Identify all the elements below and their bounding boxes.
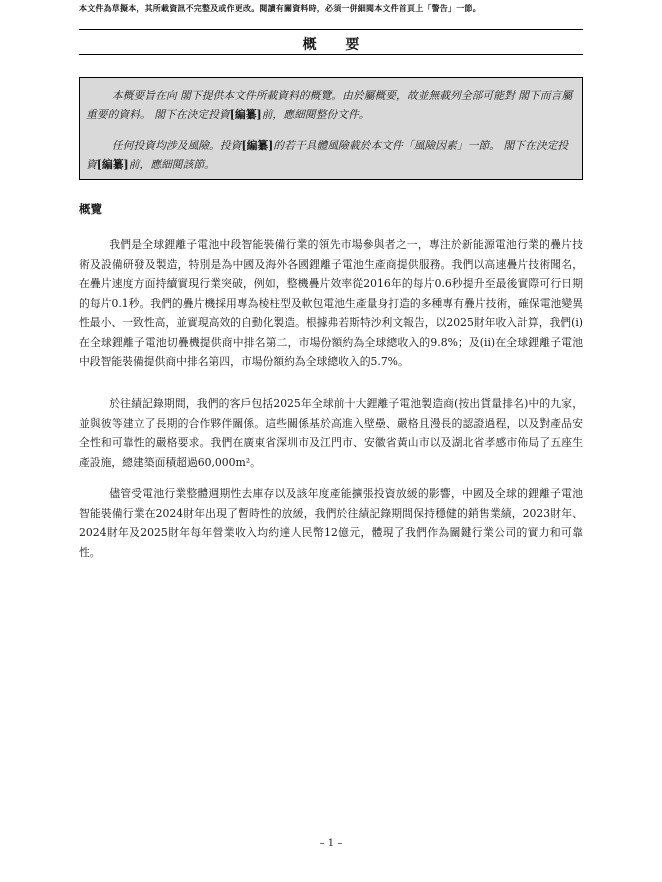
header-rule-top — [79, 29, 583, 30]
notice-p2-tail: 前，應細閱該節。 — [128, 158, 215, 171]
notice-paragraph-1 — [86, 86, 576, 124]
redacted-tag: [編纂] — [96, 158, 129, 171]
overview-paragraph — [79, 484, 583, 562]
notice-paragraph-2 — [86, 136, 576, 174]
paragraph-text: 於往績記錄期間，我們的客戶包括2025年全球前十大鋰離子電池製造商(按出貨量排名)中的九家，並與彼等建立了長期的合作夥伴關係。這些關係基於高進入壁壘、嚴格且漫長的認證過程，以及對產品安全性和可靠性的嚴格要求。我們在廣東省深圳市及江門市、安徽省黃山市以及湖北省孝感市佈局了五座生產設施，總建築面積超過60,000m²。 — [79, 397, 583, 469]
title-rule-bottom — [79, 54, 583, 55]
redacted-tag: [編纂] — [241, 139, 274, 152]
notice-p1-text: 本概要旨在向 閣下提供本文件所載資料的概覽。由於屬概要，故並無載列全部可能對 閣下而言屬重要的資料。 閣下在決定投資 — [86, 89, 573, 121]
overview-paragraph — [79, 394, 583, 472]
notice-p2-middle: 的若干具體風險載於本文件「風險因素」一節。 閣下在決定投資 — [86, 139, 569, 171]
draft-warning-header: 本文件為草擬本，其所載資訊不完整及或作更改。閱讀有關資料時，必須一併細閱本文件首頁上「警告」一節。 — [79, 3, 481, 13]
redacted-tag: [編纂] — [229, 108, 262, 121]
page-title: 概 要 — [302, 37, 372, 53]
notice-p1-tail: 前，應細閱整份文件。 — [261, 108, 370, 121]
page-number: – 1 – — [319, 838, 343, 849]
overview-paragraph — [79, 235, 583, 372]
overview-heading: 概覽 — [79, 202, 102, 216]
paragraph-text: 我們是全球鋰離子電池中段智能裝備行業的領先市場參與者之一，專注於新能源電池行業的疊片技術及設備研發及製造，特別是為中國及海外各國鋰離子電池生產商提供服務。我們以高速疊片技術聞名，在疊片速度方面持續實現行業突破，例如，整機疊片效率從2016年的每片0.6秒提升至最後實際可行日期的每片0.1秒。我們的疊片機採用專為棱柱型及軟包電池生產量身打造的多種專有疊片技術，確保電池變異性最小、一致性高，並實現高效的自動化製造。根據弗若斯特沙利文報告，以2025財年收入計算，我們(i)在全球鋰離子電池切疊機提供商中排名第二，市場份額約為全球總收入的9.8%；及(ii)在全球鋰離子電池中段智能裝備提供商中排名第四，市場份額約為全球總收入的5.7%。 — [79, 238, 583, 368]
paragraph-text: 儘管受電池行業整體週期性去庫存以及該年度產能擴張投資放緩的影響，中國及全球的鋰離子電池智能裝備行業在2024財年出現了暫時性的放緩，我們於往績記錄期間保持穩健的銷售業績，2023財年、2024財年及2025財年每年營業收入均約達人民幣12億元，體現了我們作為關鍵行業公司的實力和可靠性。 — [79, 487, 583, 559]
notice-p2-text: 任何投資均涉及風險。投資 — [111, 139, 242, 152]
summary-notice-box — [79, 77, 583, 180]
